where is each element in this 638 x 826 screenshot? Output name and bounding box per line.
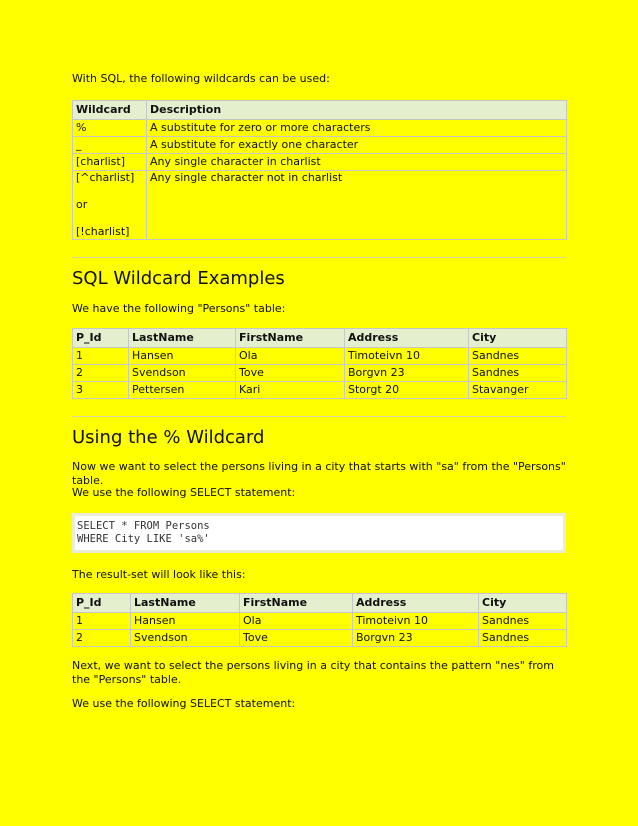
table-cell: Any single character in charlist (147, 154, 567, 171)
column-header: City (469, 329, 567, 348)
table-cell: Borgvn 23 (345, 365, 469, 382)
section-heading-percent-wildcard: Using the % Wildcard (72, 427, 265, 448)
wildcard-or: or (76, 198, 88, 211)
table-cell: Tove (236, 365, 345, 382)
table-cell: Tove (240, 630, 353, 647)
table-row (73, 120, 567, 137)
table-cell: Stavanger (469, 382, 567, 399)
nes-intro-text: Next, we want to select the persons living in a city that contains the pattern "nes" from the "Persons" table. (72, 659, 554, 686)
sql-code-block (72, 513, 566, 553)
section-heading-examples: SQL Wildcard Examples (72, 268, 285, 289)
table-header-row (73, 101, 567, 120)
table-header-row (73, 594, 567, 613)
table-cell: 1 (73, 613, 131, 630)
table-header-row (73, 329, 567, 348)
table-cell: Svendson (129, 365, 236, 382)
wildcard-negated-caret: [^charlist] (76, 171, 135, 184)
column-header: P_Id (73, 329, 129, 348)
table-cell: Sandnes (469, 365, 567, 382)
table-cell: Ola (240, 613, 353, 630)
table-row (73, 348, 567, 365)
wildcard-negated-bang: [!charlist] (76, 225, 130, 238)
select-statement-intro: We use the following SELECT statement: (72, 486, 296, 499)
table-cell: Sandnes (479, 630, 567, 647)
table-cell: A substitute for zero or more characters (147, 120, 567, 137)
persons-table (72, 328, 567, 399)
table-row (73, 171, 567, 240)
intro-text: With SQL, the following wildcards can be used: (72, 72, 330, 85)
table-cell: Sandnes (469, 348, 567, 365)
code-line: WHERE City LIKE 'sa%' (77, 533, 210, 545)
column-header: Wildcard (73, 101, 147, 120)
table-row (73, 137, 567, 154)
table-cell: A substitute for exactly one character (147, 137, 567, 154)
result-table (72, 593, 567, 647)
table-cell: 3 (73, 382, 129, 399)
table-cell: Sandnes (479, 613, 567, 630)
table-cell: Storgt 20 (345, 382, 469, 399)
table-cell: Borgvn 23 (353, 630, 479, 647)
table-cell: Ola (236, 348, 345, 365)
persons-intro-text: We have the following "Persons" table: (72, 302, 286, 315)
section-divider (72, 416, 566, 417)
column-header: FirstName (240, 594, 353, 613)
code-line: SELECT * FROM Persons (77, 520, 210, 532)
table-cell: Svendson (131, 630, 240, 647)
table-row (73, 613, 567, 630)
table-row (73, 154, 567, 171)
select-statement-intro-2: We use the following SELECT statement: (72, 697, 296, 710)
column-header: LastName (129, 329, 236, 348)
column-header: Address (345, 329, 469, 348)
table-cell: Timoteivn 10 (345, 348, 469, 365)
table-cell: Timoteivn 10 (353, 613, 479, 630)
table-row (73, 630, 567, 647)
table-cell: Hansen (129, 348, 236, 365)
table-row (73, 382, 567, 399)
table-cell: 2 (73, 365, 129, 382)
percent-intro-text: Now we want to select the persons living in a city that starts with "sa" from the "Persons" table. (72, 460, 566, 487)
column-header: Description (147, 101, 567, 120)
table-cell: Any single character not in charlist (147, 171, 567, 240)
table-cell: _ (73, 137, 147, 154)
table-cell: [charlist] (73, 154, 147, 171)
table-cell (73, 171, 147, 240)
table-cell: % (73, 120, 147, 137)
column-header: City (479, 594, 567, 613)
table-cell: Hansen (131, 613, 240, 630)
column-header: FirstName (236, 329, 345, 348)
table-cell: 1 (73, 348, 129, 365)
column-header: Address (353, 594, 479, 613)
section-divider (72, 257, 566, 258)
table-cell: Pettersen (129, 382, 236, 399)
result-set-intro: The result-set will look like this: (72, 568, 246, 581)
table-cell: Kari (236, 382, 345, 399)
table-cell: 2 (73, 630, 131, 647)
wildcards-table (72, 100, 567, 240)
column-header: P_Id (73, 594, 131, 613)
table-row (73, 365, 567, 382)
column-header: LastName (131, 594, 240, 613)
